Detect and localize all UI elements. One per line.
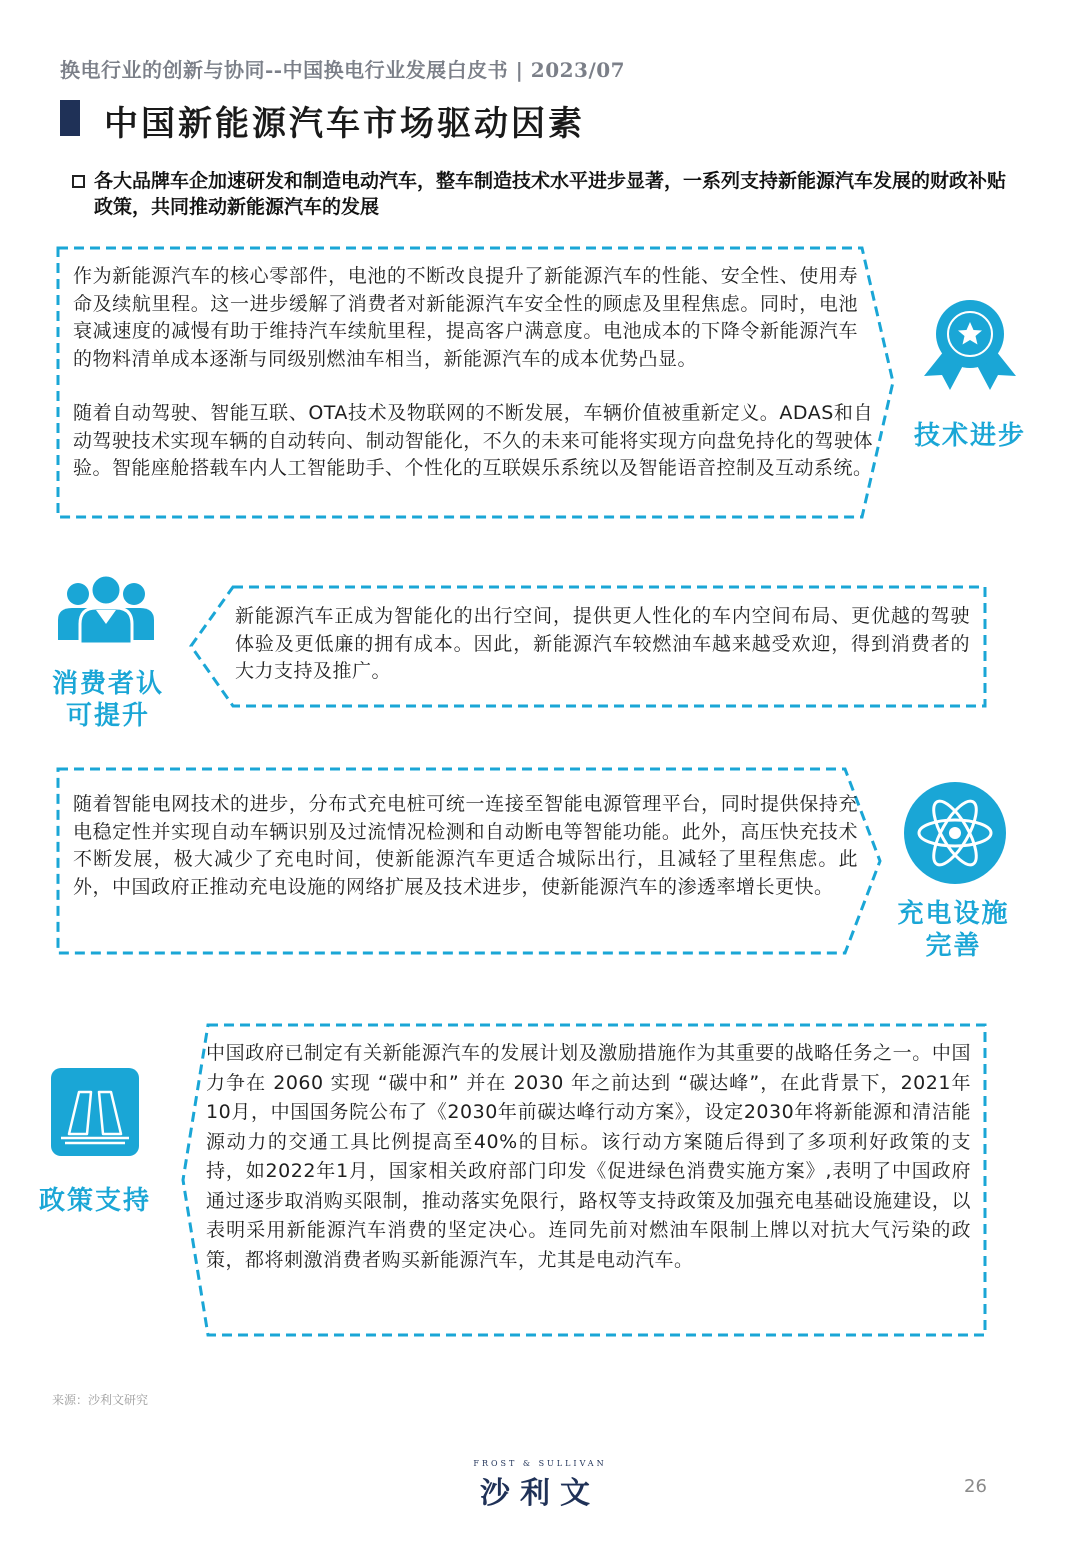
section-tech-text-2: 随着自动驾驶、智能互联、OTA技术及物联网的不断发展，车辆价值被重新定义。ADAS和自动驾驶技术实现车辆的自动转向、制动智能化，不久的未来可能将实现方向盘免持化的驾驶体验。智能座舱搭载车内人工智能助手、个性化的互联娱乐系统以及智能语音控制及互动系统。 xyxy=(73,402,873,479)
section-policy-panel xyxy=(180,1022,988,1338)
section-consumer-panel xyxy=(188,584,988,709)
source-note: 来源：沙利文研究 xyxy=(52,1393,149,1407)
summary-text: 各大品牌车企加速研发和制造电动汽车，整车制造技术水平进步显著，一系列支持新能源汽车发展的财政补贴政策，共同推动新能源汽车的发展 xyxy=(94,170,1007,218)
report-header: 换电行业的创新与协同--中国换电行业发展白皮书 | 2023/07 xyxy=(60,58,626,82)
section-charging-label xyxy=(886,898,1021,962)
award-ribbon-icon xyxy=(918,296,1022,396)
section-charging-text: 随着智能电网技术的进步，分布式充电桩可统一连接至智能电源管理平台，同时提供保持充电稳定性并实现自动车辆识别及过流情况检测和自动断电等智能功能。此外，高压快充技术不断发展，极大减少了充电时间，使新能源汽车更适合城际出行，且减轻了里程焦虑。此外，中国政府正推动充电设施的网络扩展及技术进步，使新能源汽车的渗透率增长更快。 xyxy=(73,793,858,898)
section-tech-panel xyxy=(55,245,900,520)
page-number: 26 xyxy=(964,1476,987,1497)
title-accent-bar xyxy=(60,100,80,136)
section-consumer-label-line-1: 消费者认 xyxy=(51,669,164,699)
section-policy-label-line: 政策支持 xyxy=(38,1186,151,1216)
section-charging-label-line-2: 完善 xyxy=(925,931,982,961)
section-charging-panel xyxy=(55,766,885,956)
section-policy-label xyxy=(30,1185,160,1217)
atom-icon xyxy=(902,780,1008,886)
section-charging-label-line-1: 充电设施 xyxy=(897,899,1010,929)
section-consumer-label xyxy=(38,668,178,732)
logo-subtext: FROST & SULLIVAN xyxy=(473,1459,607,1468)
page-title: 中国新能源汽车市场驱动因素 xyxy=(104,104,585,144)
users-group-icon xyxy=(56,574,156,646)
section-tech-label-line: 技术进步 xyxy=(913,421,1026,451)
section-tech-label xyxy=(905,420,1035,452)
section-consumer-text: 新能源汽车正成为智能化的出行空间，提供更人性化的车内空间布局、更优越的驾驶体验及更低廉的拥有成本。因此，新能源汽车较燃油车越来越受欢迎，得到消费者的大力支持及推广。 xyxy=(235,605,970,682)
section-tech-text-1: 作为新能源汽车的核心零部件，电池的不断改良提升了新能源汽车的性能、安全性、使用寿命及续航里程。这一进步缓解了消费者对新能源汽车安全性的顾虑及里程焦虑。同时，电池衰减速度的减慢有助于维持汽车续航里程，提高客户满意度。电池成本的下降令新能源汽车的物料清单成本逐渐与同级别燃油车相当，新能源汽车的成本优势凸显。 xyxy=(73,265,858,370)
checkbox-bullet-icon xyxy=(72,175,85,188)
monument-icon xyxy=(51,1068,139,1156)
section-policy-text: 中国政府已制定有关新能源汽车的发展计划及激励措施作为其重要的战略任务之一。中国力争在 2060 实现 “碳中和” 并在 2030 年之前达到 “碳达峰”，在此背景下，2021年10月，中国国务院公布了《2030年前碳达峰行动方案》，设定2030年将新能源和清洁能源动力的交通工具比例提高至40%的目标。该行动方案随后得到了多项利好政策的支持，如2022年1月，国家相关政府部门印发《促进绿色消费实施方案》,表明了中国政府通过逐步取消购买限制，推动落实免限行，路权等支持政策及加强充电基础设施建设，以表明采用新能源汽车消费的坚定决心。连同先前对燃油车限制上牌以对抗大气污染的政策，都将刺激消费者购买新能源汽车，尤其是电动汽车。 xyxy=(206,1042,971,1271)
section-consumer-label-line-2: 可提升 xyxy=(65,701,150,731)
logo-wordmark: 沙利文 xyxy=(480,1476,600,1511)
